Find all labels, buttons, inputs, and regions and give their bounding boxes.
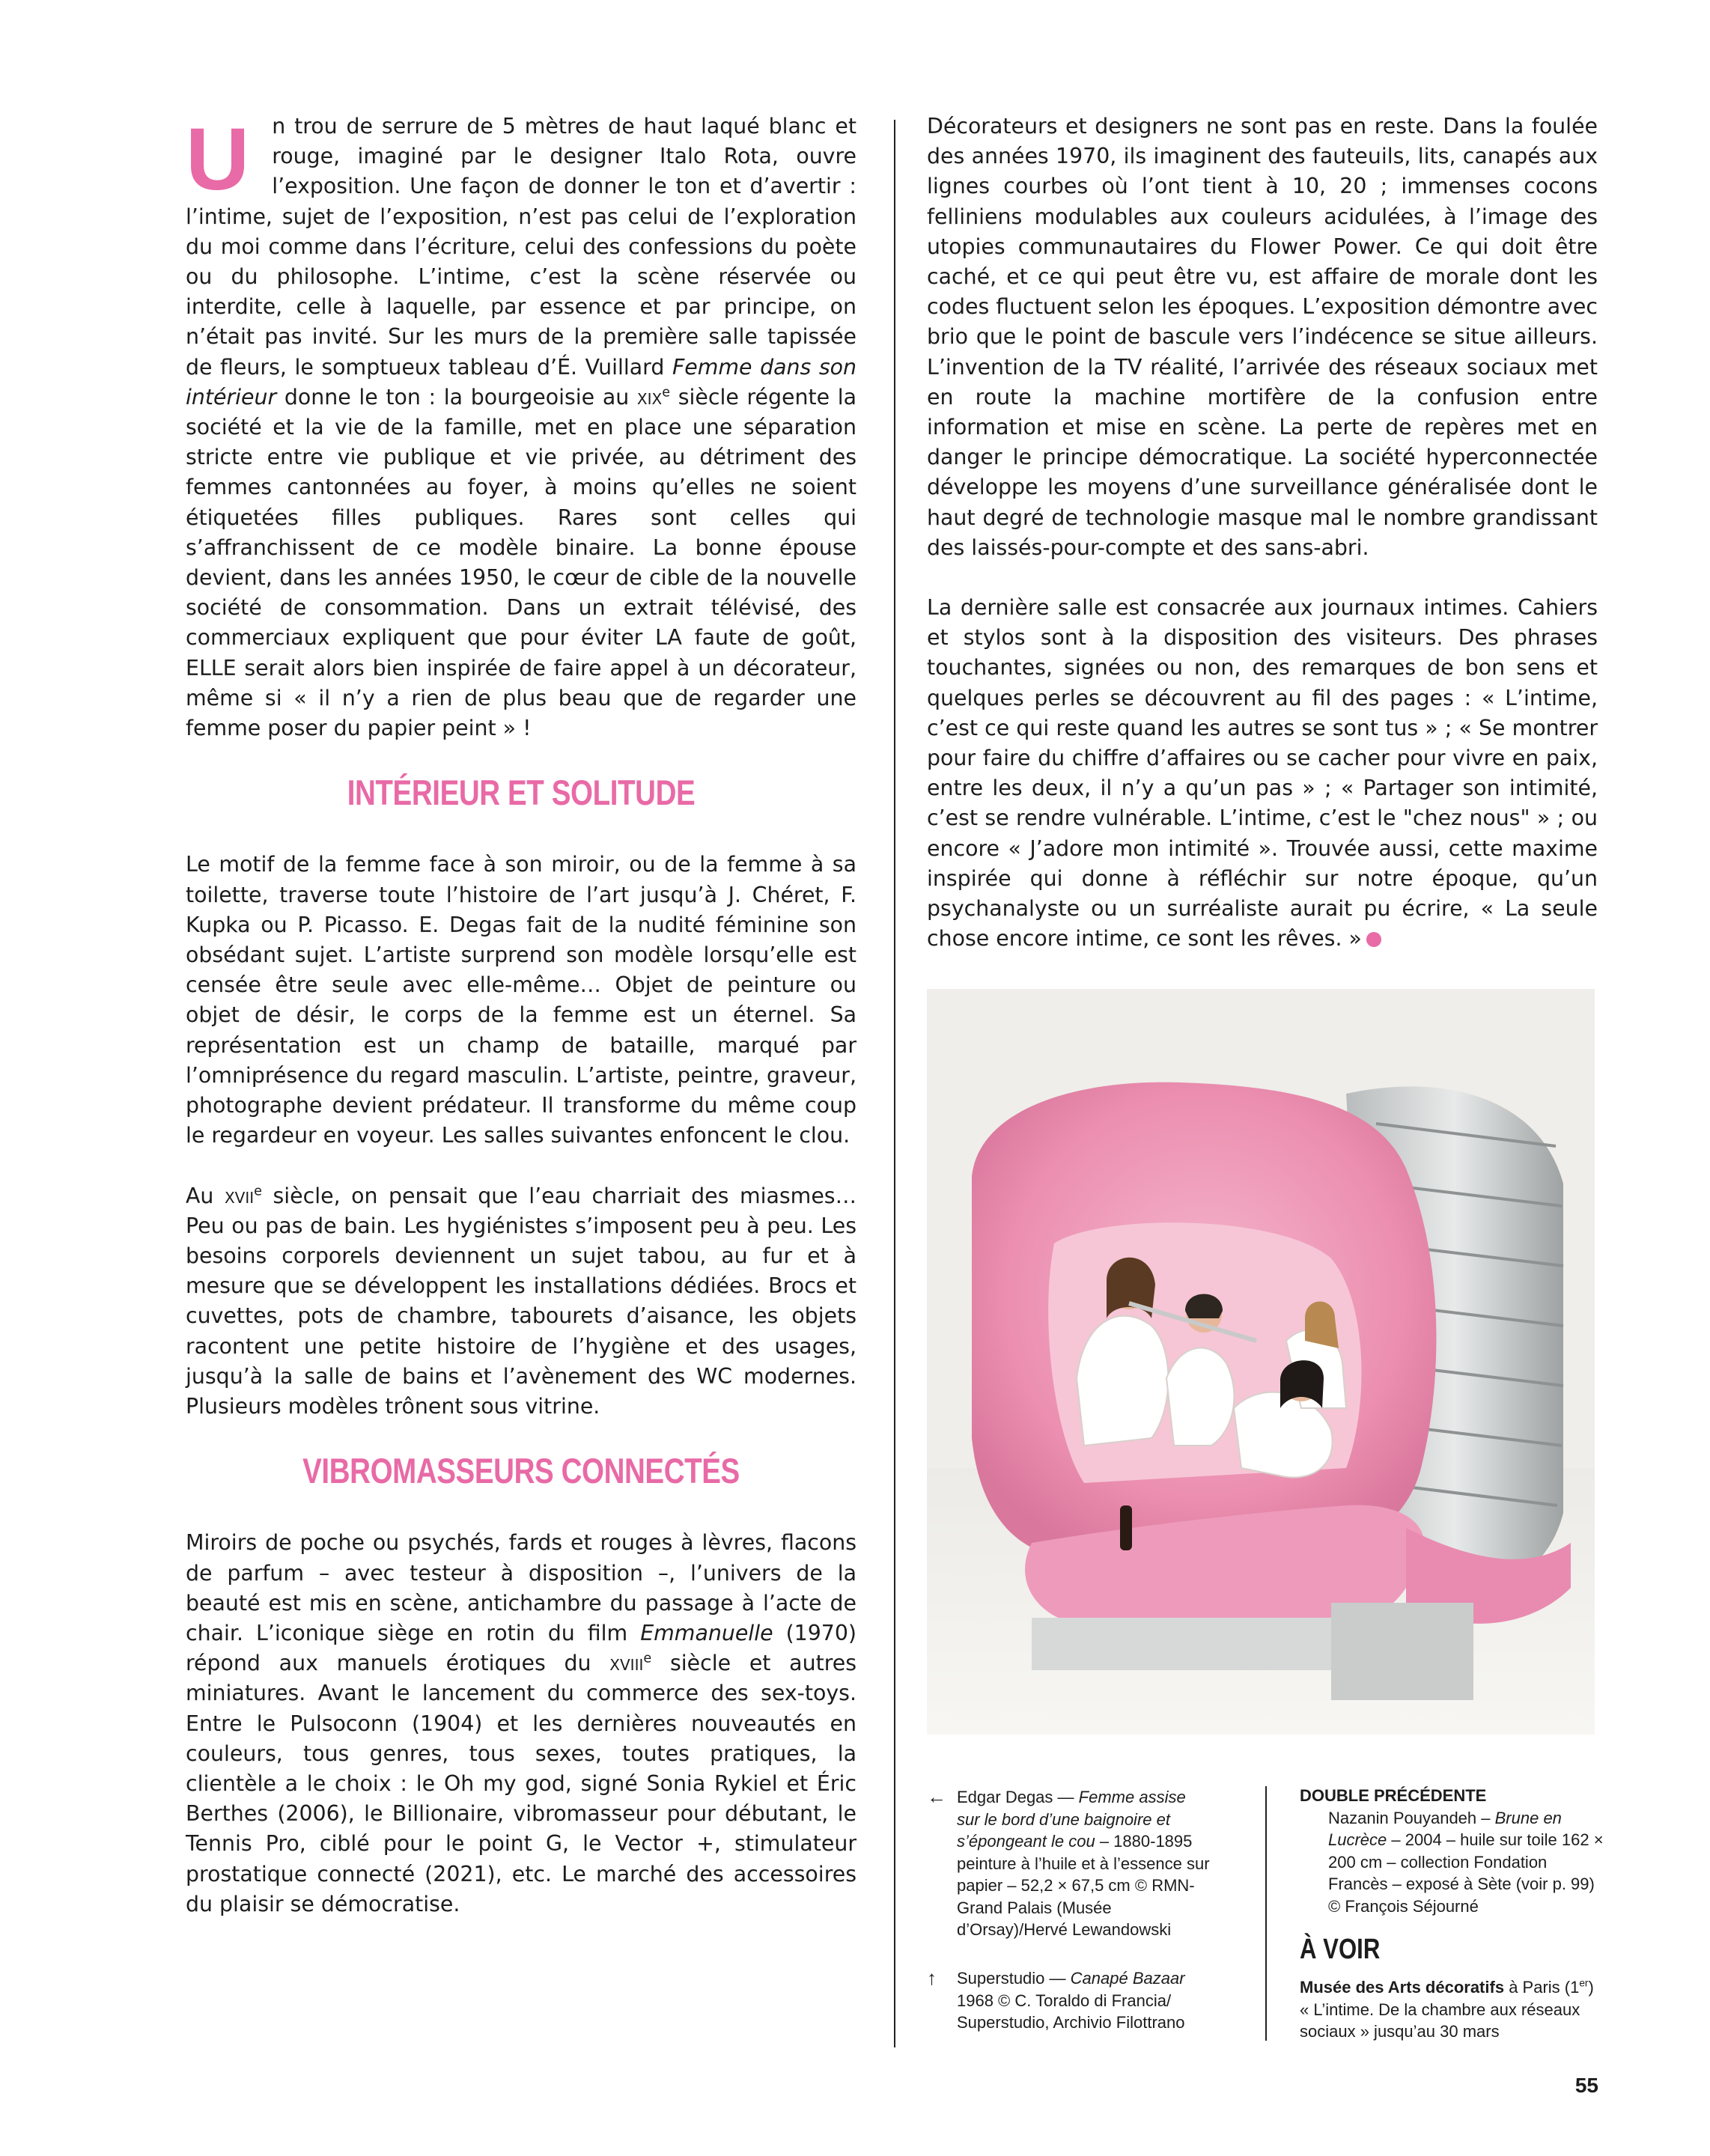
caption-divider (1265, 1786, 1267, 2041)
drop-cap: U (186, 110, 250, 209)
a-voir-heading: À VOIR (1300, 1934, 1381, 1965)
end-mark-dot (1366, 932, 1381, 947)
paragraph-miroir: Le motif de la femme face à son miroir, ou de la femme à sa toilette, traverse toute l’histoire de l’art jusqu’à J. Chéret, F. Kupka ou P. Picasso. E. Degas fait de la nudité féminine son obsédant sujet. L’artiste surprend son modèle lorsqu’elle est censée être seule avec elle-même… Objet de peinture ou objet de désir, le corps de la femme est un éternel. Sa représentation est un champ de bataille, marqué par l’omniprésence du regard masculin. L’artiste, peintre, graveur, photographe devient prédateur. Il transforme du même coup le regardeur en voyeur. Les salles suivantes enfoncent le clou. (186, 852, 856, 1148)
heading-vibromasseurs: VIBROMASSEURS CONNECTÉS (302, 1451, 740, 1491)
caption-degas: ← Edgar Degas — Femme assise sur le bord d’une baignoire et s’épongeant le cou – 1880-1895 peinture à l’huile et à l’essence sur papier – 52,2 × 67,5 cm © RMN-Grand Palais (Musée d’Orsay)/Hervé Lewandowski (927, 1785, 1210, 1939)
paragraph-designers: Décorateurs et designers ne sont pas en reste. Dans la foulée des années 1970, ils imaginent des fauteuils, lits, canapés aux lignes courbes où l’ont tient à 10, 20 ; immenses cocons felliniens modulables aux couleurs acidulées, à l’image des utopies communautaires du Flower Power. Ce qui doit être caché, et ce qui peut être vu, est affaire de morale dont les codes fluctuent selon les époques. L’exposition démontre avec brio que le point de bascule vers l’indécence se situe ailleurs. L’invention de la TV réalité, l’arrivée des réseaux sociaux met en route la machine mortifère de la confusion entre information et mise en scène. La perte de repères met en danger le principe démocratique. La société hyperconnectée développe les moyens d’une surveillance généralisée dont le haut degré de technologie masque mal le nombre grandissant des laissés-pour-compte et des sans-abri. (927, 114, 1598, 560)
caption-double-precedente (1300, 1785, 1607, 1917)
double-precedente-text: Nazanin Pouyandeh – Brune en Lucrèce – 2004 – huile sur toile 162 × 200 cm – collection Fondation Francès – exposé à Sète (voir p. 99) © François Séjourné (1328, 1808, 1604, 1916)
arrow-left-icon: ← (927, 1785, 946, 1808)
caption-superstudio: ↑ Superstudio — Canapé Bazaar 1968 © C. Toraldo di Francia/ Superstudio, Archivio Filottrano (927, 1967, 1185, 2032)
paragraph-beaute: Miroirs de poche ou psychés, fards et rouges à lèvres, flacons de parfum – avec testeur à disposition –, l’univers de la beauté est mis en scène, antichambre du passage à l’acte de chair. L’iconique siège en rotin du film Emmanuelle (1970) répond aux manuels érotiques du xviii$^e$ siècle et autres miniatures. Avant le lancement du commerce des sex-toys. Entre le Pulsoconn (1904) et les dernières nouveautés en couleurs, tous genres, tous sexes, toutes pratiques, la clientèle a le choix : le Oh my god, signé Sonia Rykiel et Éric Berthes (2006), le Billionaire, vibromasseur pour débutant, le Tennis Pro, ciblé pour le point G, le Vector +, stimulateur prostatique connecté (2021), etc. Le marché des accessoires du plaisir se démocratise. (186, 1530, 857, 1916)
right-column (927, 112, 1598, 954)
arrow-up-icon: ↑ (927, 1967, 937, 1989)
left-column (186, 112, 856, 1919)
intro-paragraph: U n trou de serrure de 5 mètres de haut laqué blanc et rouge, imaginé par le designer Italo Rota, ouvre l’exposition. Une façon de donner le ton et d’avertir : l’intime, sujet de l’exposition, n’est pas celui de l’exploration du moi comme dans l’écriture, celui des confessions du poète ou du philosophe. L’intime, c’est la scène réservée ou interdite, celle à laquelle, par essence et par principe, on n’était pas invité. Sur les murs de la première salle tapissée de fleurs, le somptueux tableau d’É. Vuillard Femme dans son intérieur donne le ton : la bourgeoisie au xix$^e$ siècle régente la société et la vie de la famille, met en place une séparation stricte entre vie publique et vie privée, au détriment des femmes cantonnées au foyer, à moins qu’elles ne soient étiquetées filles publiques. Rares sont celles qui s’affranchissent de ce modèle binaire. La bonne épouse devient, dans les années 1950, le cœur de cible de la nouvelle société de consommation. Dans un extrait télévisé, des commerciaux expliquent que pour éviter LA faute de goût, ELLE serait alors bien inspirée de faire appel à un décorateur, même si « il n’y a rien de plus beau que de regarder une femme poser du papier peint » ! (186, 110, 857, 741)
a-voir-text: Musée des Arts décoratifs à Paris (1er) « L’intime. De la chambre aux réseaux sociaux » jusqu’au 30 mars (1300, 1977, 1594, 2041)
canape-bazaar-illustration (927, 989, 1595, 1735)
paragraph-hygiene: Au xvii$^e$ siècle, on pensait que l’eau charriait des miasmes… Peu ou pas de bain. Les hygiénistes s’imposent peu à peu. Les besoins corporels deviennent un sujet tabou, au fur et à mesure que se développent les installations dédiées. Brocs et cuvettes, pots de chambre, tabourets d’aisance, les objets racontent une petite histoire de l’hygiène et des usages, jusqu’à la salle de bains et l’avènement des WC modernes. Plusieurs modèles trônent sous vitrine. (186, 1183, 856, 1419)
page-number: 55 (1574, 2074, 1598, 2097)
double-precedente-heading: DOUBLE PRÉCÉDENTE (1300, 1786, 1487, 1805)
paragraph-journaux: La dernière salle est consacrée aux journaux intimes. Cahiers et stylos sont à la disposition des visiteurs. Des phrases touchantes, signées ou non, des remarques de bon sens et quelques perles se découvrent au fil des pages : « L’intime, c’est ce qui reste quand les autres se sont tus » ; « Se montrer pour faire du chiffre d’affaires ou se cacher pour vivre en paix, entre les deux, il n’y a qu’un pas » ; « Partager son intimité, c’est se rendre vulnérable. L’intime, c’est le "chez nous" » ; ou encore « J’adore mon intimité ». Trouvée aussi, cette maxime inspirée qui donne à réfléchir sur notre époque, qu’un psychanalyste ou un surréaliste aurait pu écrire, « La seule chose encore intime, ce sont les rêves. » (927, 595, 1598, 951)
a-voir-block (1300, 1931, 1607, 2043)
heading-interieur-solitude: INTÉRIEUR ET SOLITUDE (347, 773, 696, 813)
column-divider (894, 120, 895, 2047)
canape-bazaar-photo (927, 989, 1595, 1735)
